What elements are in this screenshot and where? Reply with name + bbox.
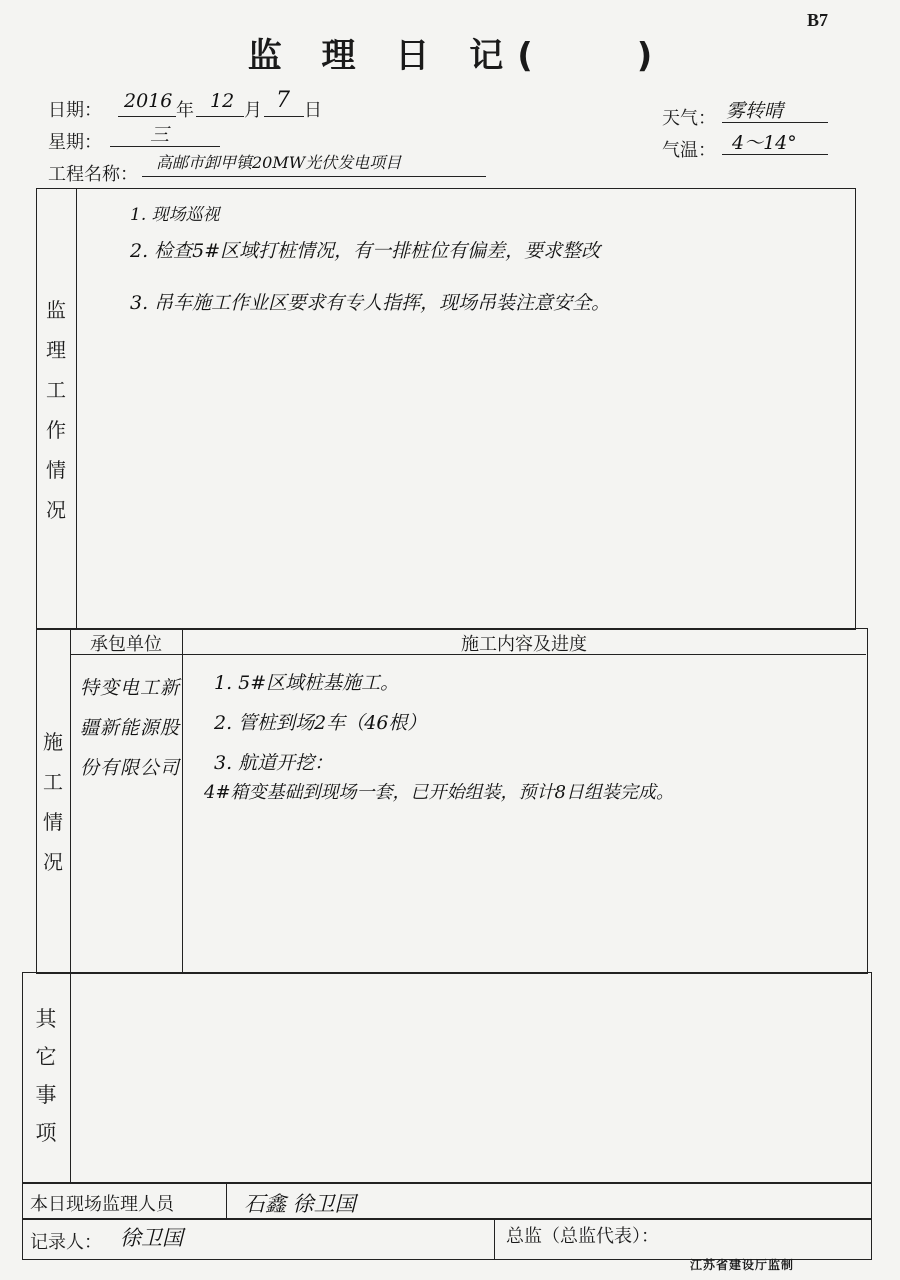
other-divider: [70, 972, 71, 1184]
page-title: [0, 28, 900, 77]
contractor-name: 特变电工新疆新能源股份有限公司: [80, 677, 181, 779]
weekday-label: 星期：: [48, 132, 102, 153]
recorder-divider: [494, 1218, 495, 1260]
temp-field: [722, 128, 828, 155]
recorder-label: 记录人：: [30, 1232, 102, 1253]
weekday-field: [110, 120, 220, 147]
other-section: [22, 972, 872, 1184]
staff-divider: [226, 1182, 227, 1220]
supervision-line-1: 1. 现场巡视: [130, 205, 220, 225]
day-char: 日: [304, 100, 322, 121]
date-label: 日期：: [48, 100, 102, 121]
supervision-line-2: 2. 检查5#区域打桩情况，有一排桩位有偏差，要求整改: [130, 240, 601, 262]
weather-field: [722, 96, 828, 123]
chief-label: 总监（总监代表）：: [506, 1226, 659, 1247]
staff-label: 本日现场监理人员: [30, 1194, 174, 1215]
construction-label: 施工情况: [43, 730, 63, 874]
year-char: 年: [176, 100, 194, 121]
progress-line-4: 4#箱变基础到现场一套，已开始组装，预计8日组装完成。: [204, 782, 674, 803]
supervision-divider: [76, 188, 77, 630]
progress-line-1: 1. 5#区域桩基施工。: [214, 672, 400, 694]
progress-line-3: 3. 航道开挖：: [214, 752, 334, 774]
weather-label: 天气：: [662, 108, 716, 129]
month-char: 月: [244, 100, 262, 121]
project-field: [142, 150, 486, 177]
supervision-label: 监理工作情况: [46, 298, 66, 522]
date-day-value: 7: [276, 88, 290, 113]
contractor-header: 承包单位: [90, 634, 162, 655]
date-year-value: 2016: [124, 90, 173, 112]
date-day-field: [264, 90, 304, 117]
project-value: 高邮市卸甲镇20MW光伏发电项目: [156, 153, 402, 172]
weather-value: 雾转晴: [726, 100, 784, 122]
supervision-line-3: 3. 吊车施工作业区要求有专人指挥，现场吊装注意安全。: [130, 292, 611, 314]
other-label: 其它事项: [35, 1007, 57, 1145]
title-close: ): [636, 36, 653, 76]
progress-header: 施工内容及进度: [461, 634, 587, 655]
temp-label: 气温：: [662, 140, 716, 161]
title-text: 监 理 日 记(: [247, 36, 547, 76]
date-month-value: 12: [210, 90, 235, 112]
construction-col-divider: [182, 628, 183, 974]
date-month-field: [196, 90, 244, 117]
recorder-value: 徐卫国: [120, 1226, 183, 1250]
staff-value: 石鑫 徐卫国: [244, 1192, 356, 1216]
temp-value: 4～14°: [732, 132, 797, 154]
weekday-value: 三: [150, 124, 170, 146]
project-label: 工程名称：: [48, 164, 138, 185]
seal-text: 江苏省建设厅监制: [690, 1258, 795, 1272]
progress-line-2: 2. 管桩到场2车（46根）: [214, 712, 427, 734]
form-code: B7: [806, 10, 828, 30]
date-year-field: [118, 90, 176, 117]
